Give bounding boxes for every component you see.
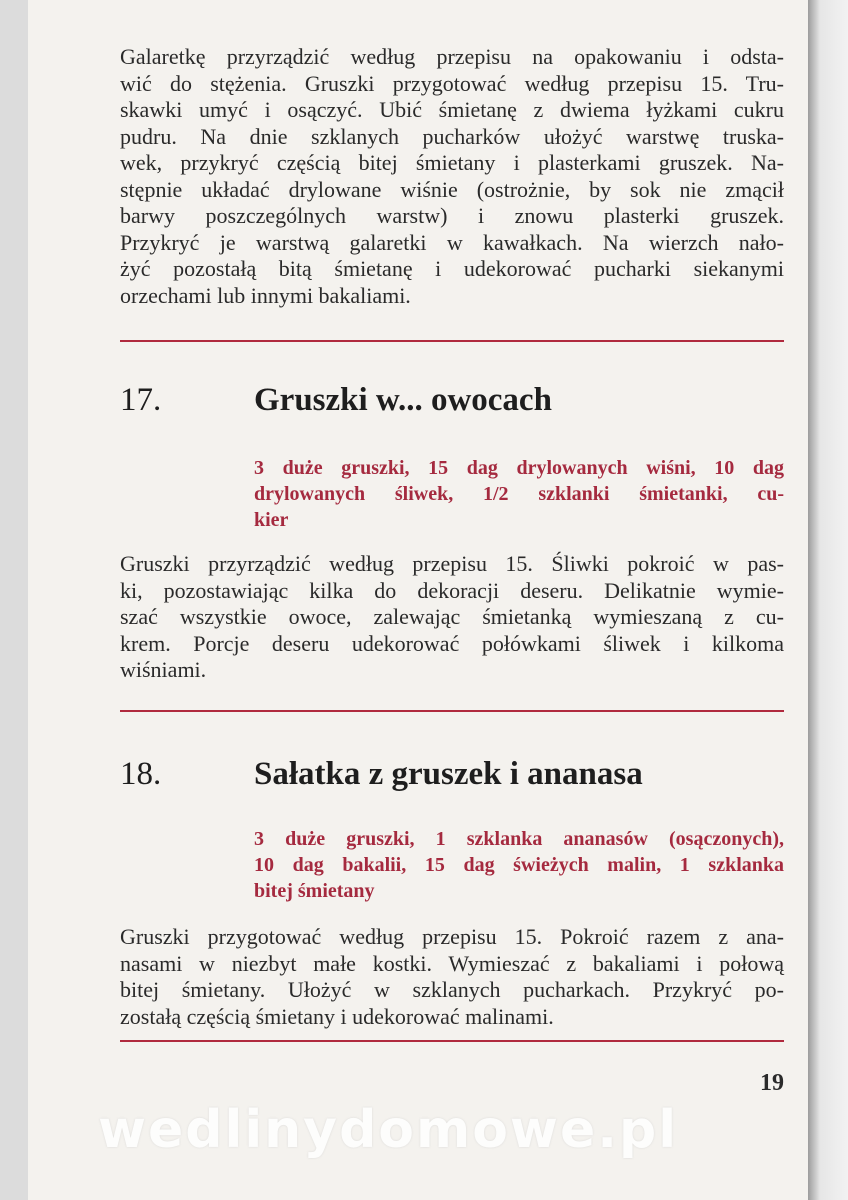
recipe-heading bbox=[120, 380, 784, 420]
text-line: Gruszki przygotować według przepisu 15. Pokroić razem z ana- bbox=[120, 924, 784, 949]
text-line: stępnie układać drylowane wiśnie (ostrożnie, by sok nie zmącił bbox=[120, 176, 784, 202]
recipe-ingredients bbox=[254, 455, 784, 533]
text-line: wić do stężenia. Gruszki przygotować według przepisu 15. Tru- bbox=[120, 70, 784, 96]
text-line: bitej śmietany. Ułożyć w szklanych pucharkach. Przykryć po- bbox=[120, 977, 784, 1002]
page-number: 19 bbox=[760, 1070, 784, 1096]
text-line: krem. Porcje deseru udekorować połówkami śliwek i kilkoma bbox=[120, 630, 784, 656]
ingredients-line: bitej śmietany bbox=[254, 880, 375, 902]
text-line: wiśniami. bbox=[120, 657, 207, 682]
section-divider bbox=[120, 1040, 784, 1042]
recipe-title: Sałatka z gruszek i ananasa bbox=[254, 756, 643, 792]
text-line: ki, pozostawiając kilka do dekoracji deseru. Delikatnie wymie- bbox=[120, 577, 784, 603]
section-divider bbox=[120, 340, 784, 342]
text-line: wek, przykryć częścią bitej śmietany i plasterkami gruszek. Na- bbox=[120, 150, 784, 175]
ingredients-line: drylowanych śliwek, 1/2 szklanki śmietanki, cu- bbox=[254, 483, 784, 505]
recipe-number: 17. bbox=[120, 382, 162, 418]
recipe-number: 18. bbox=[120, 756, 162, 792]
text-line: nasami w niezbyt małe kostki. Wymieszać z bakaliami i połową bbox=[120, 950, 784, 976]
recipe-instructions bbox=[120, 551, 784, 684]
recipe-heading bbox=[120, 754, 784, 794]
text-line: szać wszystkie owoce, zalewając śmietanką wymieszaną z cu- bbox=[120, 604, 784, 629]
text-line: zostałą częścią śmietany i udekorować malinami. bbox=[120, 1003, 554, 1029]
ingredients-line: 10 dag bakalii, 15 dag świeżych malin, 1 szklanka bbox=[254, 854, 784, 876]
ingredients-line: 3 duże gruszki, 1 szklanka ananasów (osączonych), bbox=[254, 828, 784, 850]
text-line: barwy poszczególnych warstw) i znowu plasterki gruszek. bbox=[120, 203, 784, 228]
text-line: Gruszki przyrządzić według przepisu 15. Śliwki pokroić w pas- bbox=[120, 551, 784, 576]
text-line: pudru. Na dnie szklanych pucharków ułożyć warstwę truska- bbox=[120, 123, 784, 149]
watermark: wedlinydomowe.pl bbox=[97, 1100, 679, 1160]
page-edge-shadow bbox=[808, 0, 848, 1200]
book-page bbox=[28, 0, 808, 1200]
text-line: orzechami lub innymi bakaliami. bbox=[120, 282, 411, 308]
ingredients-line: 3 duże gruszki, 15 dag drylowanych wiśni, 10 dag bbox=[254, 457, 784, 479]
recipe-title: Gruszki w... owocach bbox=[254, 382, 552, 418]
ingredients-line: kier bbox=[254, 509, 289, 531]
recipe-ingredients bbox=[254, 826, 784, 904]
text-line: skawki umyć i osączyć. Ubić śmietanę z dwiema łyżkami cukru bbox=[120, 97, 784, 122]
text-line: Galaretkę przyrządzić według przepisu na opakowaniu i odsta- bbox=[120, 44, 784, 69]
text-line: żyć pozostałą bitą śmietanę i udekorować pucharki siekanymi bbox=[120, 256, 784, 281]
section-divider bbox=[120, 710, 784, 712]
recipe-instructions bbox=[120, 924, 784, 1030]
text-line: Przykryć je warstwą galaretki w kawałkach. Na wierzch nało- bbox=[120, 229, 784, 255]
intro-paragraph bbox=[120, 44, 784, 309]
